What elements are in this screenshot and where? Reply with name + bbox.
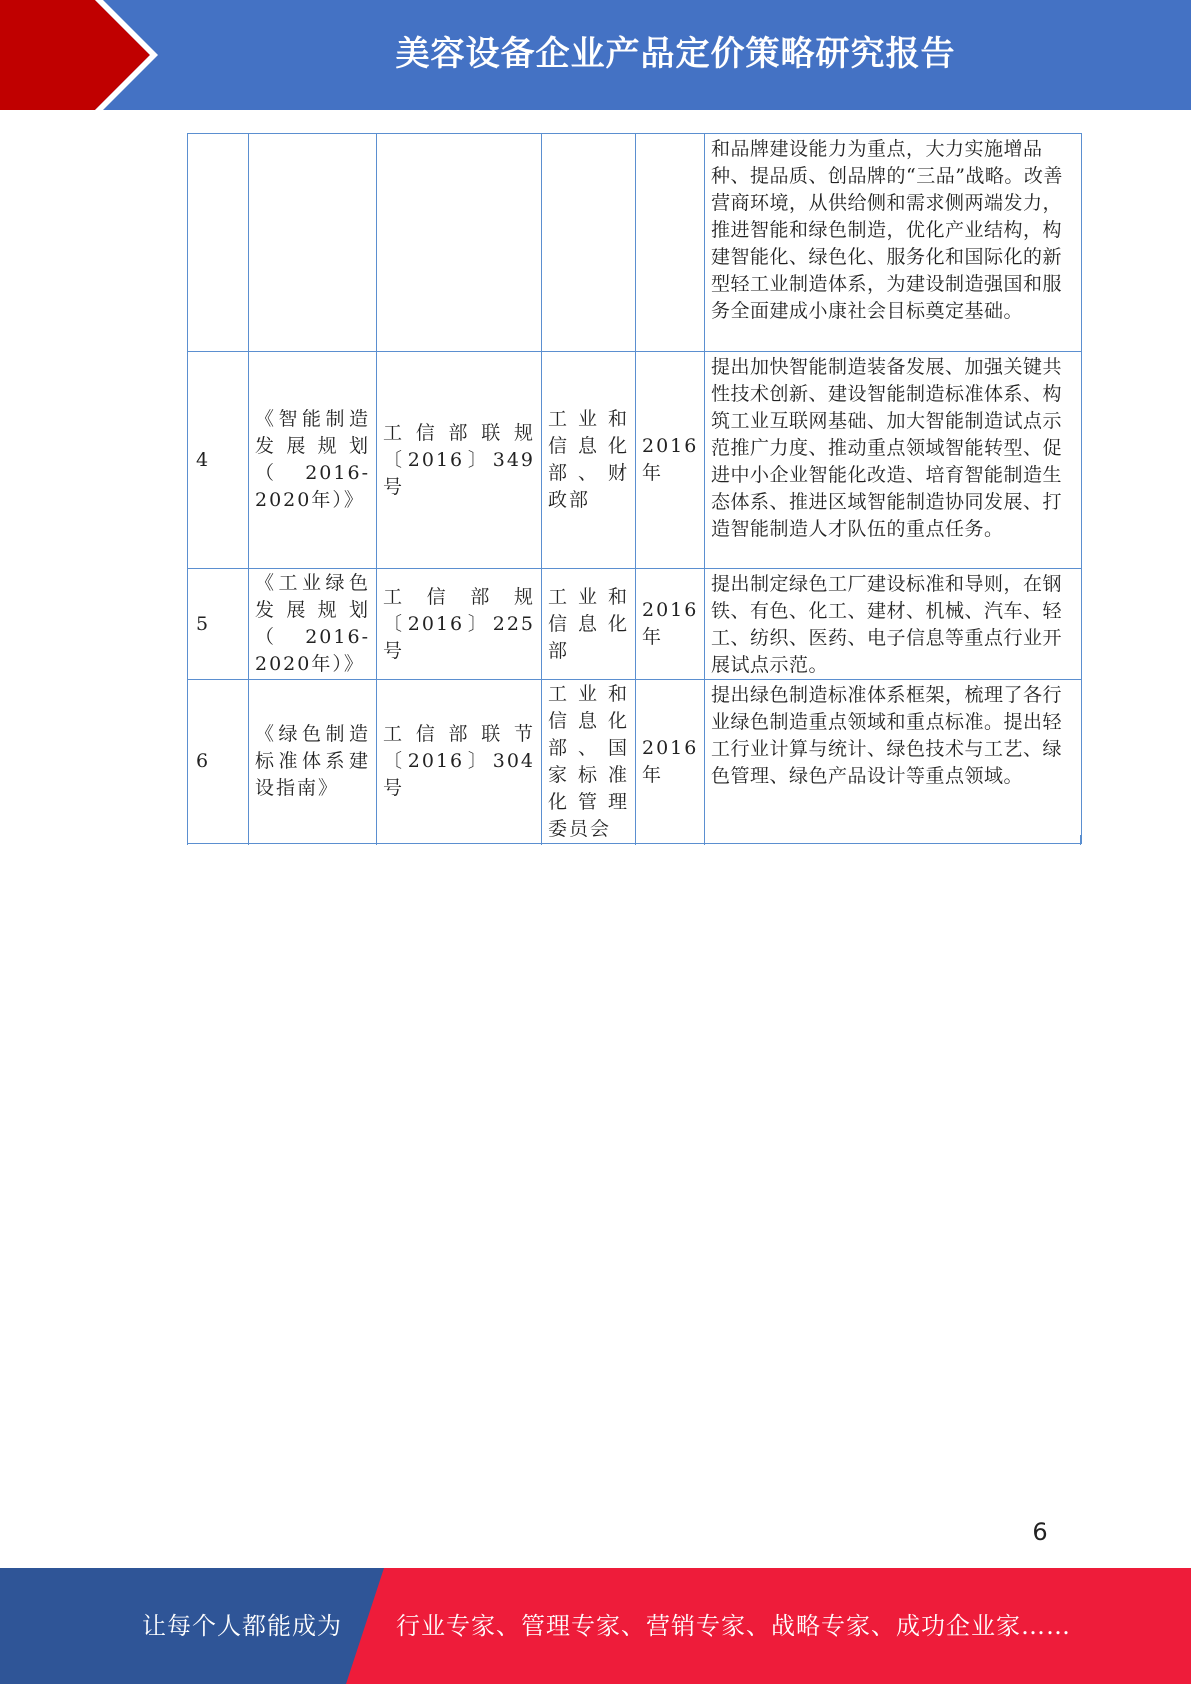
table-continuation-line — [187, 835, 188, 845]
policy-content-cell: 提出绿色制造标准体系框架，梳理了各行业绿色制造重点领域和重点标准。提出轻工行业计算与统计、绿色技术与工艺、绿色管理、绿色产品设计等重点领域。 — [705, 680, 1082, 844]
table-row — [188, 569, 1082, 680]
policy-name-cell: 《工业绿色发展规划（2016-2020年）》 — [249, 569, 377, 680]
policy-name-cell: 《智能制造发展规划（2016-2020年）》 — [249, 352, 377, 569]
policy-table — [187, 133, 1082, 844]
footer-slogan-left: 让每个人都能成为 — [142, 1612, 342, 1640]
row-number-cell — [188, 134, 249, 352]
table-continuation-line — [248, 835, 249, 845]
document-number-cell: 工信部联节〔2016〕304号 — [377, 680, 542, 844]
policy-name-cell — [249, 134, 377, 352]
issue-year-cell: 2016年 — [636, 569, 705, 680]
policy-name-cell: 《绿色制造标准体系建设指南》 — [249, 680, 377, 844]
policy-table-wrapper — [187, 133, 1081, 844]
policy-content-cell: 和品牌建设能力为重点，大力实施增品种、提品质、创品牌的“三品”战略。改善营商环境，从供给侧和需求侧两端发力，推进智能和绿色制造，优化产业结构，构建智能化、绿色化、服务化和国际化的新型轻工业制造体系，为建设制造强国和服务全面建成小康社会目标奠定基础。 — [705, 134, 1082, 352]
table-row — [188, 352, 1082, 569]
issuing-department-cell: 工业和信息化部、国家标准化管理委员会 — [542, 680, 636, 844]
document-number-cell: 工信部规〔2016〕225号 — [377, 569, 542, 680]
table-continuation-line — [1080, 835, 1081, 845]
report-title: 美容设备企业产品定价策略研究报告 — [395, 34, 956, 74]
page-footer — [0, 1568, 1191, 1684]
document-number-cell: 工信部联规〔2016〕349号 — [377, 352, 542, 569]
table-row — [188, 680, 1082, 844]
issue-year-cell — [636, 134, 705, 352]
document-number-cell — [377, 134, 542, 352]
issue-year-cell: 2016年 — [636, 352, 705, 569]
issuing-department-cell: 工业和信息化部、财政部 — [542, 352, 636, 569]
table-continuation-line — [376, 835, 377, 845]
table-continuation-line — [704, 835, 705, 845]
table-continuation-line — [635, 835, 636, 845]
row-number-cell: 5 — [188, 569, 249, 680]
page-header — [0, 0, 1191, 110]
row-number-cell: 6 — [188, 680, 249, 844]
row-number-cell: 4 — [188, 352, 249, 569]
policy-content-cell: 提出制定绿色工厂建设标准和导则，在钢铁、有色、化工、建材、机械、汽车、轻工、纺织、医药、电子信息等重点行业开展试点示范。 — [705, 569, 1082, 680]
footer-slogan-right: 行业专家、管理专家、营销专家、战略专家、成功企业家…… — [396, 1612, 1071, 1640]
policy-content-cell: 提出加快智能制造装备发展、加强关键共性技术创新、建设智能制造标准体系、构筑工业互联网基础、加大智能制造试点示范推广力度、推动重点领域智能转型、促进中小企业智能化改造、培育智能制造生态体系、推进区域智能制造协同发展、打造智能制造人才队伍的重点任务。 — [705, 352, 1082, 569]
issue-year-cell: 2016年 — [636, 680, 705, 844]
table-continuation-line — [541, 835, 542, 845]
issuing-department-cell — [542, 134, 636, 352]
table-row — [188, 134, 1082, 352]
page-number: 6 — [1032, 1518, 1048, 1546]
issuing-department-cell: 工业和信息化部 — [542, 569, 636, 680]
